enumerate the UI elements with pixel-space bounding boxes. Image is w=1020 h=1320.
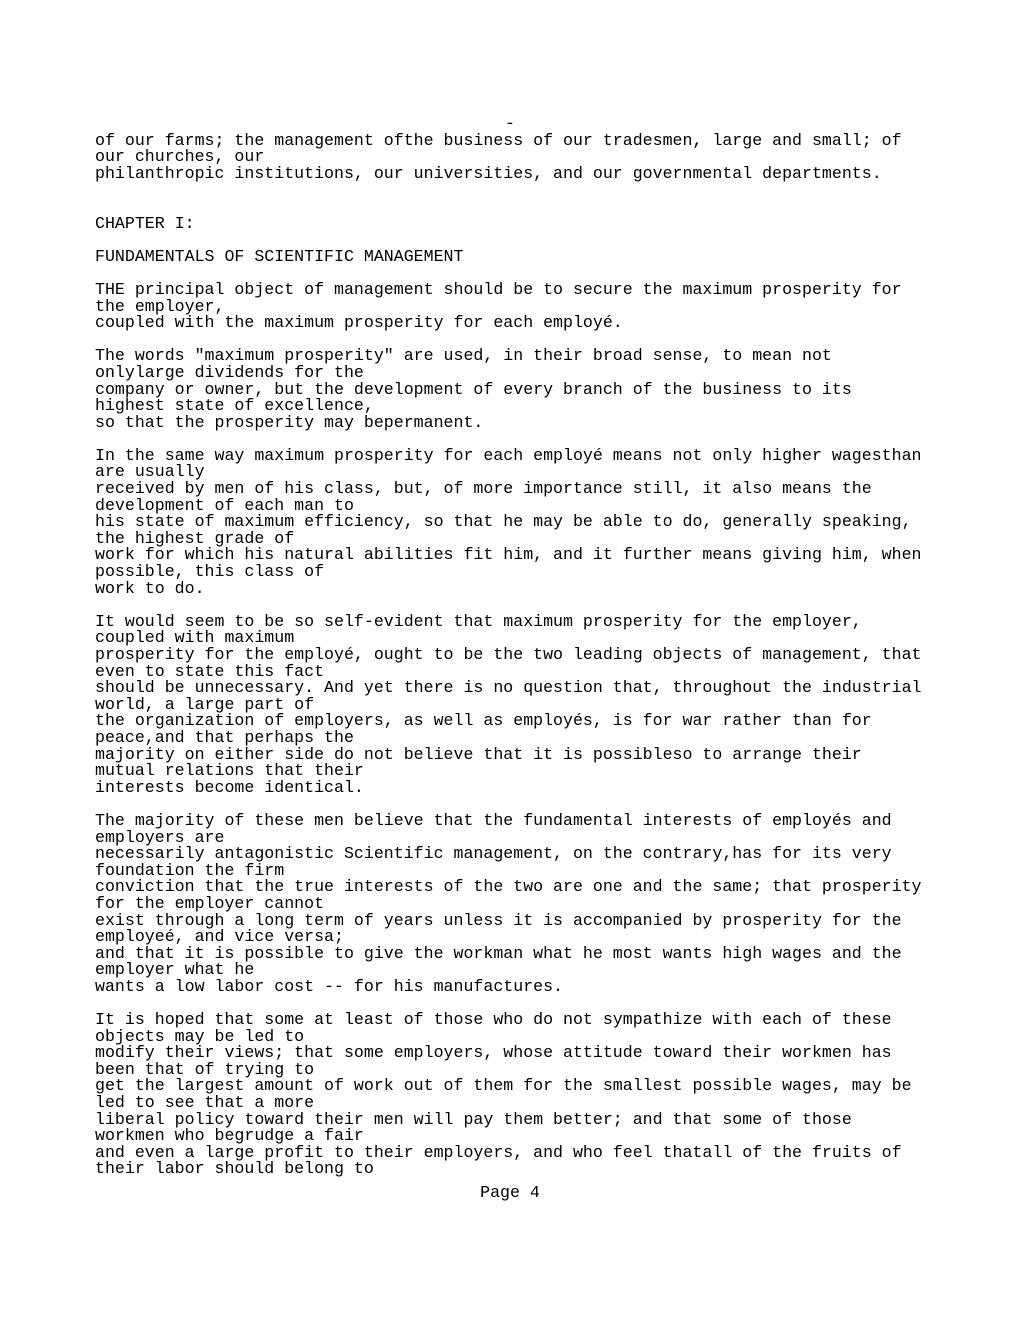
blank-line bbox=[95, 182, 985, 199]
text-line: of our farms; the management ofthe business of our tradesmen, large and small; of bbox=[95, 130, 902, 150]
paragraph bbox=[95, 611, 985, 797]
text-line: foundation the firm bbox=[95, 860, 285, 880]
text-line: their labor should belong to bbox=[95, 1159, 374, 1179]
paragraph bbox=[95, 1012, 985, 1178]
text-line: been that of trying to bbox=[95, 1059, 315, 1079]
text-line: led to see that a more bbox=[95, 1093, 315, 1113]
text-line: philanthropic institutions, our universities, and our governmental departments. bbox=[95, 163, 882, 183]
text-line: our churches, our bbox=[95, 147, 265, 167]
text-line: should be unnecessary. And yet there is no question that, throughout the industrial bbox=[95, 678, 922, 698]
text-line: work to do. bbox=[95, 578, 205, 598]
text-line: The words "maximum prosperity" are used, in their broad sense, to mean not bbox=[95, 346, 832, 366]
text-line: interests become identical. bbox=[95, 777, 364, 797]
paragraph bbox=[95, 279, 985, 333]
text-line: It would seem to be so self-evident that maximum prosperity for the employer, bbox=[95, 611, 862, 631]
text-line: the organization of employers, as well as employés, is for war rather than for bbox=[95, 711, 872, 731]
text-line: coupled with maximum bbox=[95, 628, 295, 648]
text-line: possible, this class of bbox=[95, 562, 325, 582]
text-line: modify their views; that some employers, whose attitude toward their workmen has bbox=[95, 1043, 892, 1063]
text-line: liberal policy toward their men will pay them better; and that some of those bbox=[95, 1109, 852, 1129]
header-mark: - bbox=[505, 114, 515, 133]
text-line: development of each man to bbox=[95, 495, 354, 515]
text-line: onlylarge dividends for the bbox=[95, 362, 364, 382]
text-line: world, a large part of bbox=[95, 694, 315, 714]
text-line: get the largest amount of work out of them for the smallest possible wages, may be bbox=[95, 1076, 912, 1096]
text-line: conviction that the true interests of the two are one and the same; that prosperity bbox=[95, 877, 922, 897]
text-line: objects may be led to bbox=[95, 1026, 305, 1046]
paragraph bbox=[95, 348, 985, 431]
text-line: The majority of these men believe that the fundamental interests of employés and bbox=[95, 810, 892, 830]
text-line: peace,and that perhaps the bbox=[95, 727, 354, 747]
blank-line bbox=[95, 199, 985, 216]
text-line: wants a low labor cost -- for his manufactures. bbox=[95, 976, 564, 996]
text-line: and even a large profit to their employers, and who feel thatall of the fruits of bbox=[95, 1142, 902, 1162]
text-line: workmen who begrudge a fair bbox=[95, 1126, 364, 1146]
text-line: work for which his natural abilities fit him, and it further means giving him, when bbox=[95, 545, 922, 565]
text-line: employer what he bbox=[95, 960, 255, 980]
text-line: are usually bbox=[95, 462, 205, 482]
text-line: employers are bbox=[95, 827, 225, 847]
text-line: majority on either side do not believe that it is possibleso to arrange their bbox=[95, 744, 862, 764]
text-line: for the employer cannot bbox=[95, 893, 325, 913]
chapter-title: FUNDAMENTALS OF SCIENTIFIC MANAGEMENT bbox=[95, 246, 464, 266]
text-line: It is hoped that some at least of those who do not sympathize with each of these bbox=[95, 1010, 892, 1030]
text-line: necessarily antagonistic Scientific management, on the contrary,has for its very bbox=[95, 844, 892, 864]
text-line: company or owner, but the development of every branch of the business to its bbox=[95, 379, 852, 399]
text-line: his state of maximum efficiency, so that he may be able to do, generally speaking, bbox=[95, 512, 912, 532]
text-line: even to state this fact bbox=[95, 661, 325, 681]
text-line: the highest grade of bbox=[95, 528, 295, 548]
paragraph bbox=[95, 810, 985, 996]
continuation-paragraph bbox=[95, 130, 985, 183]
text-line: and that it is possible to give the workman what he most wants high wages and the bbox=[95, 943, 902, 963]
page-number: Page 4 bbox=[480, 1183, 540, 1202]
text-line: the employer, bbox=[95, 296, 225, 316]
text-line: exist through a long term of years unless it is accompanied by prosperity for the bbox=[95, 910, 902, 930]
paragraph bbox=[95, 445, 985, 598]
text-line: prosperity for the employé, ought to be the two leading objects of management, that bbox=[95, 645, 922, 664]
text-line: highest state of excellence, bbox=[95, 396, 374, 416]
text-line: THE principal object of management should be to secure the maximum prosperity for bbox=[95, 279, 902, 299]
text-line: mutual relations that their bbox=[95, 761, 364, 781]
page-body bbox=[95, 116, 985, 1178]
text-line: so that the prosperity may bepermanent. bbox=[95, 412, 484, 432]
text-line: coupled with the maximum prosperity for each employé. bbox=[95, 313, 623, 333]
text-line: received by men of his class, but, of more importance still, it also means the bbox=[95, 479, 872, 499]
text-line: employeé, and vice versa; bbox=[95, 927, 344, 947]
chapter-number: CHAPTER I: bbox=[95, 213, 195, 233]
text-line: In the same way maximum prosperity for each employé means not only higher wagesthan bbox=[95, 445, 922, 465]
